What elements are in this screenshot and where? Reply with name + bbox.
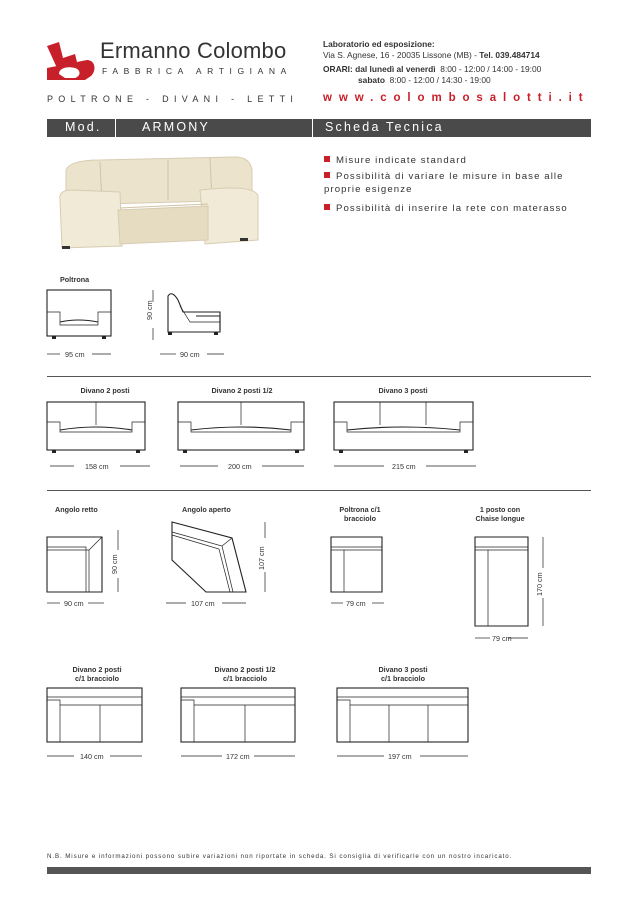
- divano3-label: Divano 3 posti: [378, 386, 428, 395]
- poltrona-c1-label: Poltrona c/1 bracciolo: [339, 505, 381, 523]
- divano3-c1-view: [337, 688, 468, 742]
- angolo-aperto-label: Angolo aperto: [182, 505, 231, 514]
- mod-label: Mod.: [65, 120, 102, 134]
- poltrona-label: Poltrona: [60, 275, 90, 284]
- orari-sat-hours: 8:00 - 12:00 / 14:30 - 19:00: [389, 75, 491, 85]
- poltrona-side-depth: 90 cm: [180, 350, 200, 359]
- brand-name: Ermanno Colombo: [100, 38, 287, 63]
- chaise-depth: 170 cm: [535, 572, 544, 596]
- divano2-c1-view: [47, 688, 142, 742]
- poltrona-c1-width: 79 cm: [346, 599, 366, 608]
- bottom-bar: [47, 867, 591, 874]
- divano2half-c1-label: Divano 2 posti 1/2 c/1 bracciolo: [214, 665, 276, 683]
- orari-week-hours: 8:00 - 12:00 / 14:00 - 19:00: [440, 64, 542, 74]
- divano2-width: 158 cm: [85, 462, 109, 471]
- divano2half-c1-view: [181, 688, 295, 742]
- divano3-c1-width: 197 cm: [388, 752, 412, 761]
- lab-label: Laboratorio ed esposizione:: [323, 39, 435, 49]
- divano2-label: Divano 2 posti: [80, 386, 130, 395]
- divano2-c1-label: Divano 2 posti c/1 bracciolo: [72, 665, 122, 683]
- angolo-aperto-depth: 107 cm: [257, 546, 266, 570]
- angolo-retto-label: Angolo retto: [55, 505, 98, 514]
- orari-label: ORARI:: [323, 64, 353, 74]
- divano3-c1-label: Divano 3 posti c/1 bracciolo: [378, 665, 428, 683]
- feature-item: Possibilità di variare le misure in base alle proprie esigenze: [324, 171, 564, 195]
- divano2half-width: 200 cm: [228, 462, 252, 471]
- angolo-retto-depth: 90 cm: [110, 554, 119, 574]
- orari-week-days: dal lunedì al venerdì: [355, 64, 436, 74]
- chaise-width: 79 cm: [492, 634, 512, 643]
- poltrona-height: 90 cm: [145, 300, 154, 320]
- model-name: ARMONY: [142, 120, 211, 134]
- divano2-c1-width: 140 cm: [80, 752, 104, 761]
- section-title: Scheda Tecnica: [325, 120, 444, 134]
- divano2half-label: Divano 2 posti 1/2: [211, 386, 273, 395]
- brand-tagline: POLTRONE - DIVANI - LETTI: [47, 94, 299, 104]
- angolo-aperto-width: 107 cm: [191, 599, 215, 608]
- poltrona-front-width: 95 cm: [65, 350, 85, 359]
- feature-item: Misure indicate standard: [324, 154, 594, 167]
- divano3-width: 215 cm: [392, 462, 416, 471]
- feature-item: Possibilità di inserire la rete con materasso: [324, 202, 594, 215]
- tel: Tel. 039.484714: [479, 50, 540, 60]
- brand-subtitle: FABBRICA ARTIGIANA: [102, 66, 292, 76]
- divano2half-c1-width: 172 cm: [226, 752, 250, 761]
- address: Via S. Agnese, 16 - 20035 Lissone (MB) -: [323, 50, 477, 60]
- angolo-retto-width: 90 cm: [64, 599, 84, 608]
- website-link[interactable]: www.colombosalotti.it: [323, 92, 590, 104]
- footer-note: N.B. Misure e informazioni possono subire variazioni non riportate in scheda. Si consiglia di verificarle con un nostro incaricato.: [47, 853, 513, 860]
- orari-sat-day: sabato: [358, 75, 385, 85]
- chaise-label: 1 posto con Chaise longue: [475, 505, 525, 523]
